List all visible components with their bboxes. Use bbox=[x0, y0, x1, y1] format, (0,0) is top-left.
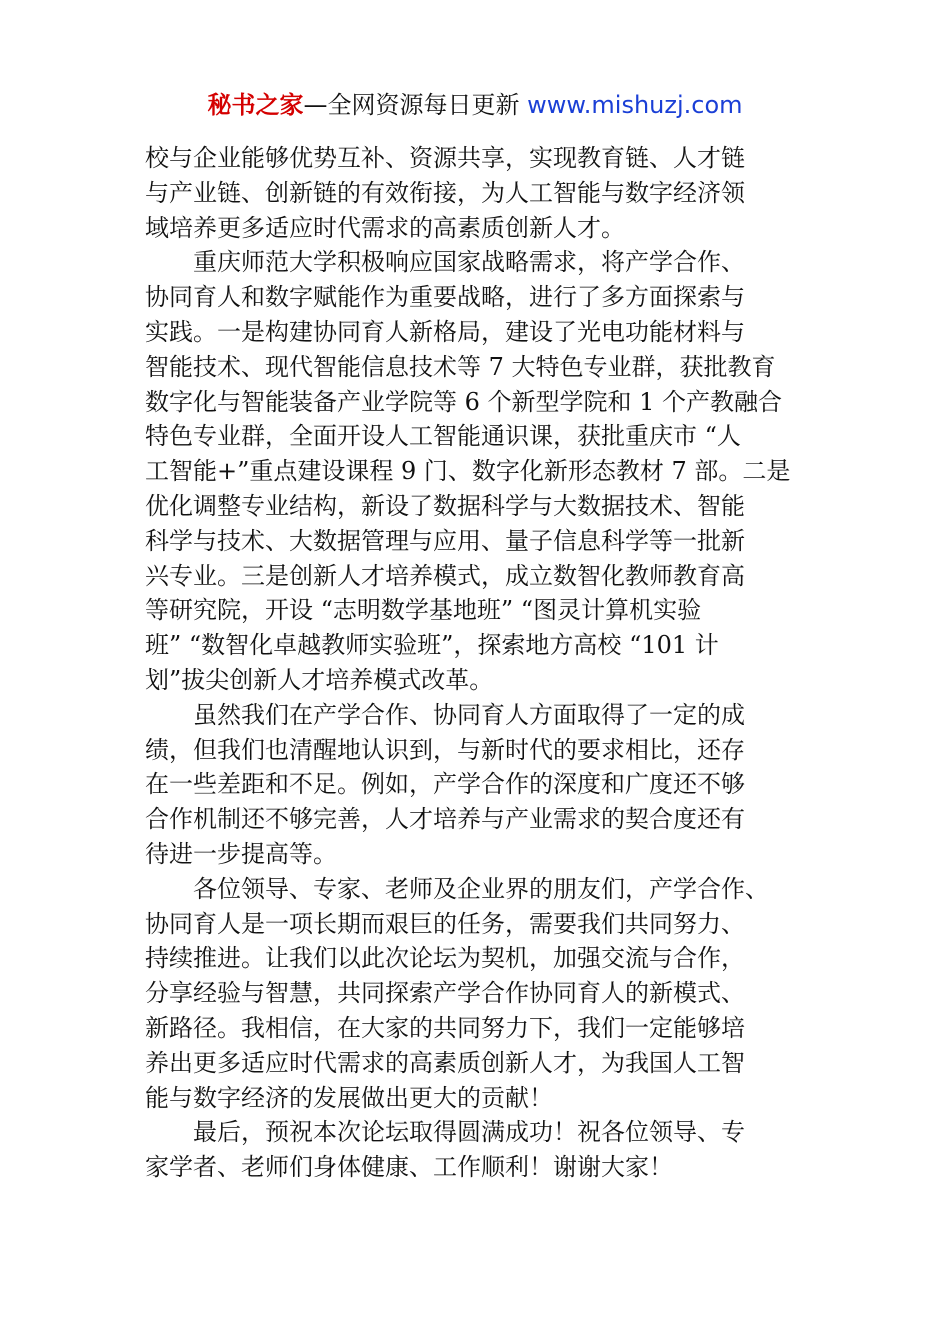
text-line: 工智能+”重点建设课程 9 门、数字化新形态教材 7 部。二是 bbox=[145, 457, 791, 486]
site-url-link[interactable]: www.mishuzj.com bbox=[527, 91, 743, 119]
text-line: 与产业链、创新链的有效衔接，为人工智能与数字经济领 bbox=[145, 178, 745, 207]
text-line: 待进一步提高等。 bbox=[145, 839, 337, 868]
text-line: 智能技术、现代智能信息技术等 7 大特色专业群，获批教育 bbox=[145, 352, 776, 381]
document-body bbox=[145, 141, 807, 1185]
text-line: 划”拔尖创新人才培养模式改革。 bbox=[145, 665, 494, 694]
text-line: 协同育人和数字赋能作为重要战略，进行了多方面探索与 bbox=[145, 283, 745, 312]
text-line: 等研究院，开设 “志明数学基地班” “图灵计算机实验 bbox=[145, 596, 702, 625]
paragraph-start-line: 最后，预祝本次论坛取得圆满成功！祝各位领导、专 bbox=[193, 1118, 745, 1147]
text-line: 科学与技术、大数据管理与应用、量子信息科学等一批新 bbox=[145, 526, 745, 555]
header-tagline: —全网资源每日更新 bbox=[303, 91, 528, 119]
paragraph-start-line: 重庆师范大学积极响应国家战略需求，将产学合作、 bbox=[193, 248, 745, 277]
text-line: 合作机制还不够完善，人才培养与产业需求的契合度还有 bbox=[145, 805, 745, 834]
text-line: 持续推进。让我们以此次论坛为契机，加强交流与合作， bbox=[145, 944, 745, 973]
text-line: 兴专业。三是创新人才培养模式，成立数智化教师教育高 bbox=[145, 561, 745, 590]
text-line: 新路径。我相信，在大家的共同努力下，我们一定能够培 bbox=[145, 1013, 745, 1042]
text-line: 特色专业群，全面开设人工智能通识课，获批重庆市 “人 bbox=[145, 422, 741, 451]
text-line: 实践。一是构建协同育人新格局，建设了光电功能材料与 bbox=[145, 317, 745, 346]
text-line: 协同育人是一项长期而艰巨的任务，需要我们共同努力、 bbox=[145, 909, 745, 938]
brand-name: 秘书之家 bbox=[207, 91, 304, 119]
text-line: 域培养更多适应时代需求的高素质创新人才。 bbox=[145, 213, 625, 242]
site-header bbox=[0, 88, 950, 122]
paragraph-start-line: 虽然我们在产学合作、协同育人方面取得了一定的成 bbox=[193, 700, 745, 729]
text-line: 优化调整专业结构，新设了数据科学与大数据技术、智能 bbox=[145, 491, 745, 520]
text-line: 校与企业能够优势互补、资源共享，实现教育链、人才链 bbox=[145, 144, 745, 172]
text-line: 分享经验与智慧，共同探索产学合作协同育人的新模式、 bbox=[145, 979, 745, 1008]
text-line: 养出更多适应时代需求的高素质创新人才，为我国人工智 bbox=[145, 1048, 745, 1077]
text-line: 数字化与智能装备产业学院等 6 个新型学院和 1 个产教融合 bbox=[145, 387, 783, 416]
text-line: 家学者、老师们身体健康、工作顺利！谢谢大家！ bbox=[145, 1153, 673, 1182]
text-line: 能与数字经济的发展做出更大的贡献！ bbox=[145, 1083, 553, 1112]
paragraph-start-line: 各位领导、专家、老师及企业界的朋友们，产学合作、 bbox=[193, 874, 769, 903]
text-line: 班” “数智化卓越教师实验班”，探索地方高校 “101 计 bbox=[145, 631, 719, 660]
text-line: 绩，但我们也清醒地认识到，与新时代的要求相比，还存 bbox=[145, 735, 745, 764]
text-line: 在一些差距和不足。例如，产学合作的深度和广度还不够 bbox=[145, 770, 745, 799]
